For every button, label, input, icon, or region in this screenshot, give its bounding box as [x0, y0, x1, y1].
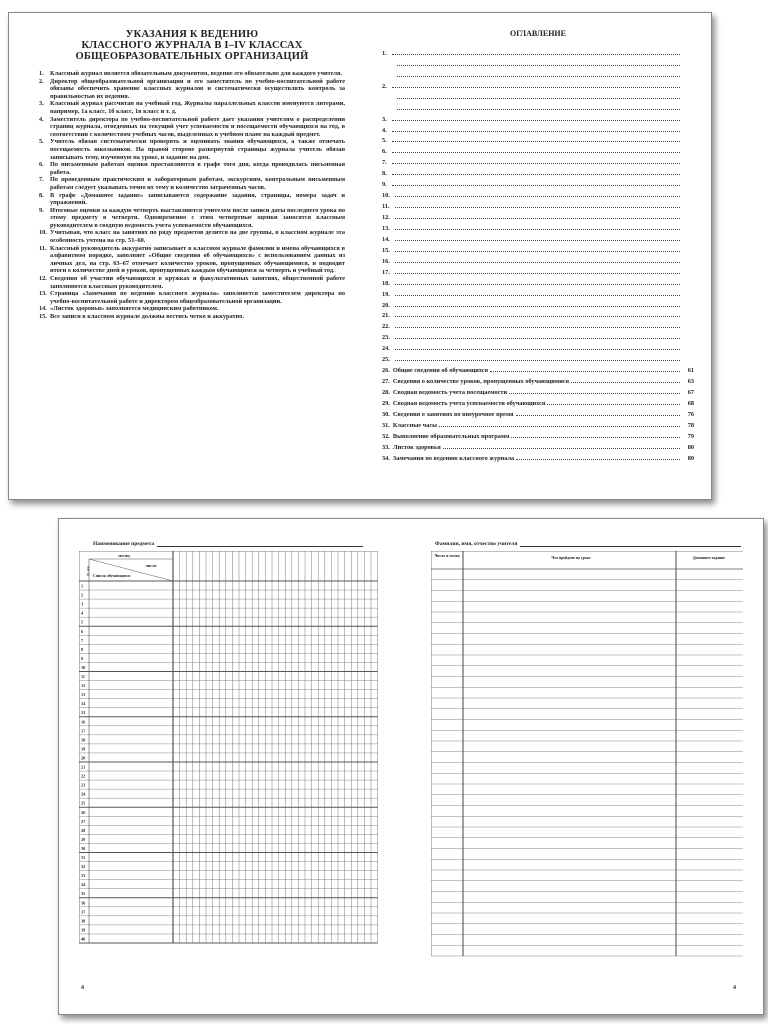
instructions-title-line-3: ОБЩЕОБРАЗОВАТЕЛЬНЫХ ОРГАНИЗАЦИЙ [75, 51, 309, 62]
contents-leader-dots [395, 315, 680, 317]
contents-entry-title: Общие сведения об обучающихся [392, 367, 489, 375]
student-row-number: 20 [81, 755, 86, 761]
instructions-title-line-2: КЛАССНОГО ЖУРНАЛА В I–IV КЛАССАХ [81, 40, 303, 51]
instruction-item [39, 78, 345, 101]
contents-entry[interactable] [382, 374, 694, 385]
student-row-number: 39 [81, 927, 86, 933]
student-row-number: 33 [81, 873, 86, 879]
contents-entry[interactable] [382, 46, 694, 57]
contents-entry[interactable] [382, 177, 694, 188]
instruction-item [39, 161, 345, 176]
contents-entry-number: 26. [382, 367, 390, 375]
student-row-number: 12 [81, 683, 86, 689]
instruction-text: Сведения об участии обучающихся в кружках и факультативных занятиях, общественной работе заполняются классным руководителем. [50, 275, 345, 290]
contents-entry[interactable] [382, 265, 694, 276]
instruction-text: По проведенным практическим и лабораторным работам, экскурсиям, контрольным письменным работам следует указывать точно их тему и количество затраченных часов. [50, 176, 345, 191]
student-row-number: 18 [81, 737, 86, 743]
instruction-text: По письменным работам оценки проставляются в графе того дня, когда проводилась письменная работа. [50, 161, 345, 176]
contents-leader-dots [392, 119, 680, 121]
contents-entry[interactable] [382, 57, 694, 68]
contents-leader-dots [395, 217, 680, 219]
contents-entry-number: 12. [382, 214, 390, 221]
contents-leader-dots [392, 130, 680, 132]
contents-leader-dots [395, 294, 680, 296]
contents-entry[interactable] [382, 451, 694, 462]
contents-leader-dots [395, 326, 680, 328]
contents-entry-page: 80 [687, 454, 694, 462]
homework-column-header: Домашнее задание [693, 556, 725, 560]
instruction-text: Итоговые оценки за каждую четверть выставляются учителем после записи даты последнего урока по этому предмету в четверти. Одновременно с этим четвертные оценки заносятся классным руководителем в сводную ведомость учета успеваемости обучающихся. [50, 206, 345, 229]
instruction-text: Классный журнал рассчитан на учебный год. Журналы параллельных классов именуются литерами, например, 1а класс, 1б класс, 1в класс и т. д. [50, 100, 345, 115]
contents-entry-number: 5. [382, 137, 387, 145]
contents-page [382, 29, 694, 462]
contents-entry-number: 14. [382, 235, 390, 243]
contents-entry[interactable] [382, 352, 694, 363]
student-row-number: 34 [81, 882, 86, 888]
contents-leader-dots [443, 447, 680, 449]
instruction-text: Директор общеобразовательной организации и его заместитель по учебно-воспитательной работе обязаны обеспечить хранение классных журналов и систематически осуществлять контроль за правильностью их ведения. [50, 77, 345, 100]
student-row-number: 5 [81, 619, 84, 625]
contents-entry[interactable] [382, 396, 694, 407]
contents-leader-dots [395, 283, 680, 285]
student-row-number: 2 [81, 592, 84, 598]
right-page-number: 4 [733, 985, 736, 991]
contents-entry-number: 11. [382, 203, 390, 211]
contents-entry-number: 18. [382, 279, 390, 287]
contents-entry-number: 7. [382, 159, 387, 167]
contents-leader-dots [392, 140, 680, 142]
contents-entry[interactable] [382, 112, 694, 123]
student-row-number: 29 [81, 836, 86, 842]
contents-list [382, 46, 694, 462]
contents-entry[interactable] [382, 418, 694, 429]
lesson-log-table [431, 551, 743, 961]
contents-entry-number: 34. [382, 454, 390, 462]
contents-entry[interactable] [382, 221, 694, 232]
instruction-item [39, 275, 345, 290]
contents-entry[interactable] [382, 276, 694, 287]
contents-leader-dots [395, 195, 680, 197]
instructions-title [39, 29, 345, 62]
student-row-number: 15 [81, 710, 86, 716]
student-row-number: 6 [81, 628, 84, 634]
student-row-number: 22 [81, 773, 86, 779]
contents-leader-dots [395, 261, 680, 263]
contents-entry-number: 2. [382, 82, 387, 90]
contents-leader-dots [547, 403, 680, 405]
contents-entry-number: 4. [382, 126, 387, 134]
contents-entry-page: 79 [687, 432, 694, 440]
instruction-text: Классный руководитель аккуратно записывает в классном журнале фамилии и имена обучающихся в алфавитном порядке, заполняет «Общие сведения об обучающихся» с использованием данных из личных дел, на стр. 63–67 отмечает количество уроков, пропущенных обучающимися, и подводит итоги о количестве дней и уроков, пропущенных каждым обучающимся за четверть и учебный год. [50, 244, 345, 275]
contents-leader-dots [490, 370, 680, 372]
contents-leader-dots [516, 458, 680, 460]
day-header-label: число [145, 563, 157, 568]
instruction-text: Учитывая, что класс на занятиях по ряду предметов делится на две группы, в классном журнале эта особенность учтена на стр. 51–60. [50, 229, 345, 245]
instruction-item [39, 192, 345, 207]
instruction-number: 8. [39, 191, 44, 199]
student-row-number: 16 [81, 719, 86, 725]
contents-entry-title: Сведения о количестве уроков, пропущенных обучающимися [392, 378, 570, 386]
contents-entry-number: 6. [382, 148, 387, 156]
contents-entry[interactable] [382, 319, 694, 330]
contents-entry-number: 28. [382, 389, 390, 396]
instruction-text: Страница «Замечания по ведению классного журнала» заполняется заместителем директора по учебно-воспитательной работе и директором общеобразовательной организации. [50, 290, 345, 305]
students-header-label: Список обучающихся [93, 574, 131, 578]
contents-entry-number: 30. [382, 410, 390, 418]
contents-entry-title: Выполнение образовательных программ [392, 432, 510, 440]
student-row-number: 9 [81, 655, 84, 661]
instruction-number: 12. [39, 275, 47, 283]
instruction-number: 2. [39, 77, 44, 85]
student-row-number: 31 [81, 855, 86, 860]
contents-entry-title: Сведения о занятиях во внеурочное время [392, 410, 514, 418]
student-row-number: 25 [81, 800, 86, 806]
contents-leader-dots [392, 86, 680, 88]
contents-entry-number: 33. [382, 443, 390, 451]
subject-name-field[interactable] [157, 546, 363, 547]
instruction-number: 10. [39, 229, 47, 237]
instruction-number: 11. [39, 244, 47, 252]
instruction-item [39, 229, 345, 244]
contents-entry-number: 9. [382, 181, 387, 189]
instruction-number: 3. [39, 100, 44, 108]
instruction-item [39, 116, 345, 139]
contents-entry[interactable] [382, 429, 694, 440]
student-row-number: 21 [81, 764, 86, 770]
contents-entry-title: Сводная ведомость учета посещаемости [392, 389, 508, 396]
student-row-number: 37 [81, 909, 86, 915]
contents-entry[interactable] [382, 144, 694, 155]
contents-entry[interactable] [382, 385, 694, 396]
student-row-number: 7 [81, 637, 84, 643]
instruction-item [39, 290, 345, 305]
student-row-number: 11 [81, 674, 85, 679]
contents-entry[interactable] [382, 210, 694, 221]
student-row-number: 23 [81, 782, 86, 788]
contents-entry[interactable] [382, 330, 694, 341]
contents-entry-number: 23. [382, 334, 390, 342]
contents-entry-page: 61 [687, 367, 694, 375]
contents-entry-page: 67 [687, 389, 694, 396]
student-row-number: 40 [81, 936, 86, 942]
instruction-text: В графе «Домашнее задание» записываются содержание задания, страницы, номера задач и упражнений. [50, 191, 345, 207]
contents-entry-number: 15. [382, 246, 390, 254]
contents-entry[interactable] [382, 79, 694, 90]
contents-entry-number: 31. [382, 421, 390, 429]
instruction-item [39, 100, 345, 115]
instruction-number: 4. [39, 115, 44, 123]
contents-entry-title: Замечания по ведению классного журнала [392, 454, 515, 462]
instruction-item [39, 245, 345, 275]
contents-entry-page: 80 [687, 443, 694, 451]
instruction-number: 5. [39, 138, 44, 146]
contents-leader-dots [395, 337, 680, 339]
contents-entry-number: 32. [382, 432, 390, 440]
contents-entry-number: 21. [382, 312, 390, 320]
student-row-number: 4 [81, 610, 84, 616]
contents-title: ОГЛАВЛЕНИЕ [510, 29, 566, 38]
contents-entry-number: 10. [382, 192, 390, 200]
contents-leader-dots [397, 64, 680, 66]
contents-leader-dots [392, 184, 680, 186]
date-column-header: Число и месяц [434, 554, 460, 558]
contents-entry-title: Сводная ведомость учета успеваемости обучающихся [392, 399, 546, 407]
contents-entry[interactable] [382, 407, 694, 418]
contents-leader-dots [571, 381, 680, 383]
contents-leader-dots [395, 206, 680, 208]
contents-entry[interactable] [382, 341, 694, 352]
contents-entry-title: Классные часы [392, 421, 438, 429]
contents-leader-dots [392, 53, 680, 55]
contents-entry[interactable] [382, 287, 694, 298]
contents-entry[interactable] [382, 298, 694, 309]
contents-entry-number: 16. [382, 257, 390, 265]
contents-entry[interactable] [382, 309, 694, 320]
contents-entry-number: 1. [382, 49, 387, 57]
contents-entry-page: 78 [687, 421, 694, 429]
contents-entry-number: 24. [382, 345, 390, 353]
contents-leader-dots [509, 392, 680, 394]
teacher-name-field[interactable] [520, 546, 741, 547]
instruction-item [39, 305, 345, 313]
student-row-number: 30 [81, 845, 86, 851]
contents-entry[interactable] [382, 166, 694, 177]
contents-entry-number: 25. [382, 356, 390, 364]
instructions-page [39, 29, 345, 321]
contents-entry[interactable] [382, 188, 694, 199]
contents-entry[interactable] [382, 243, 694, 254]
month-header-label: месяц [118, 553, 130, 558]
instruction-number: 9. [39, 206, 44, 214]
left-page-number: 4 [81, 985, 84, 991]
contents-entry[interactable] [382, 232, 694, 243]
contents-entry-number: 29. [382, 399, 390, 407]
journal-spread-instructions [8, 12, 712, 500]
subject-name-line [93, 541, 363, 547]
instruction-item [39, 138, 345, 161]
contents-entry-page: 76 [687, 410, 694, 418]
contents-leader-dots [395, 305, 680, 307]
student-row-number: 8 [81, 646, 84, 652]
instruction-text: Учитель обязан систематически проверять и оценивать знания обучающихся, а также отмечать посещаемость школьников. На правой стороне развернутой страницы журнала учитель обязан записывать тему, изученную на уроке, и задание на дом. [50, 138, 345, 161]
contents-entry-page: 63 [687, 378, 694, 386]
instruction-number: 14. [39, 305, 47, 313]
instruction-text: Классный журнал является обязательным документом, ведение его обязательно для каждого учителя. [50, 70, 343, 77]
contents-leader-dots [395, 272, 680, 274]
student-row-number: 27 [81, 818, 86, 824]
teacher-name-line [435, 541, 741, 547]
contents-leader-dots [395, 239, 680, 241]
instruction-text: Все записи в классном журнале должны вестись четко и аккуратно. [50, 313, 244, 320]
student-row-number: 26 [81, 809, 86, 815]
topic-column-header: Что пройдено на уроке [551, 556, 591, 560]
contents-leader-dots [395, 228, 680, 230]
student-row-number: 10 [81, 664, 86, 670]
contents-leader-dots [395, 359, 680, 361]
contents-leader-dots [392, 151, 680, 153]
student-row-number: 28 [81, 827, 86, 833]
contents-entry-number: 19. [382, 290, 390, 298]
instruction-number: 1. [39, 70, 44, 77]
contents-leader-dots [392, 173, 680, 175]
contents-leader-dots [511, 436, 680, 438]
instruction-number: 7. [39, 176, 44, 184]
instructions-title-line-1: УКАЗАНИЯ К ВЕДЕНИЮ [125, 29, 259, 40]
student-row-number: 32 [81, 864, 86, 870]
contents-entry[interactable] [382, 134, 694, 145]
contents-entry-number: 3. [382, 115, 387, 123]
instruction-item [39, 207, 345, 230]
contents-leader-dots [397, 108, 680, 110]
teacher-name-label: Фамилия, имя, отчество учителя [435, 541, 518, 547]
contents-entry[interactable] [382, 440, 694, 451]
contents-entry[interactable] [382, 68, 694, 79]
contents-entry-title: Листок здоровья [392, 443, 441, 451]
contents-leader-dots [397, 97, 680, 99]
instructions-list [39, 70, 345, 321]
student-row-number: 38 [81, 918, 86, 924]
contents-entry[interactable] [382, 123, 694, 134]
contents-leader-dots [395, 348, 680, 350]
contents-entry[interactable] [382, 155, 694, 166]
contents-entry-number: 13. [382, 224, 390, 232]
student-row-number: 24 [81, 791, 86, 797]
student-row-number: 36 [81, 900, 86, 906]
instruction-number: 6. [39, 161, 44, 169]
student-row-number: 17 [81, 728, 86, 734]
contents-entry-number: 27. [382, 378, 390, 386]
contents-leader-dots [395, 250, 680, 252]
instruction-item [39, 313, 345, 321]
instruction-text: «Листок здоровья» заполняется медицинским работником. [50, 305, 219, 313]
contents-entry-number: 22. [382, 323, 390, 331]
row-number-header: № п/п [86, 566, 90, 576]
journal-spread-register [58, 518, 764, 1015]
attendance-grid [79, 551, 401, 961]
instruction-item [39, 70, 345, 78]
instruction-number: 15. [39, 313, 47, 320]
contents-entry-page: 68 [687, 399, 694, 407]
student-row-number: 13 [81, 692, 86, 698]
subject-name-label: Наименование предмета [93, 541, 155, 547]
student-row-number: 3 [81, 601, 84, 607]
instruction-item [39, 176, 345, 191]
contents-entry[interactable] [382, 199, 694, 210]
contents-leader-dots [392, 162, 680, 164]
student-row-number: 35 [81, 891, 86, 897]
contents-leader-dots [516, 414, 680, 416]
student-row-number: 19 [81, 746, 86, 752]
contents-leader-dots [439, 425, 680, 427]
contents-entry[interactable] [382, 363, 694, 374]
contents-entry-number: 20. [382, 301, 390, 309]
student-row-number: 1 [81, 583, 84, 589]
instruction-text: Заместитель директора по учебно-воспитательной работе дает указания учителям о распределении страниц журнала, отведенных на текущий учет успеваемости и посещаемости обучающихся на год, в соответствии с количеством учебных часов, выделенных в учебном плане на каждый предмет. [50, 115, 345, 138]
contents-entry[interactable] [382, 90, 694, 101]
contents-entry-number: 8. [382, 170, 387, 178]
instruction-number: 13. [39, 290, 47, 298]
student-row-number: 14 [81, 701, 86, 707]
contents-entry[interactable] [382, 101, 694, 112]
contents-entry-number: 17. [382, 268, 390, 276]
contents-leader-dots [397, 75, 680, 77]
contents-entry[interactable] [382, 254, 694, 265]
